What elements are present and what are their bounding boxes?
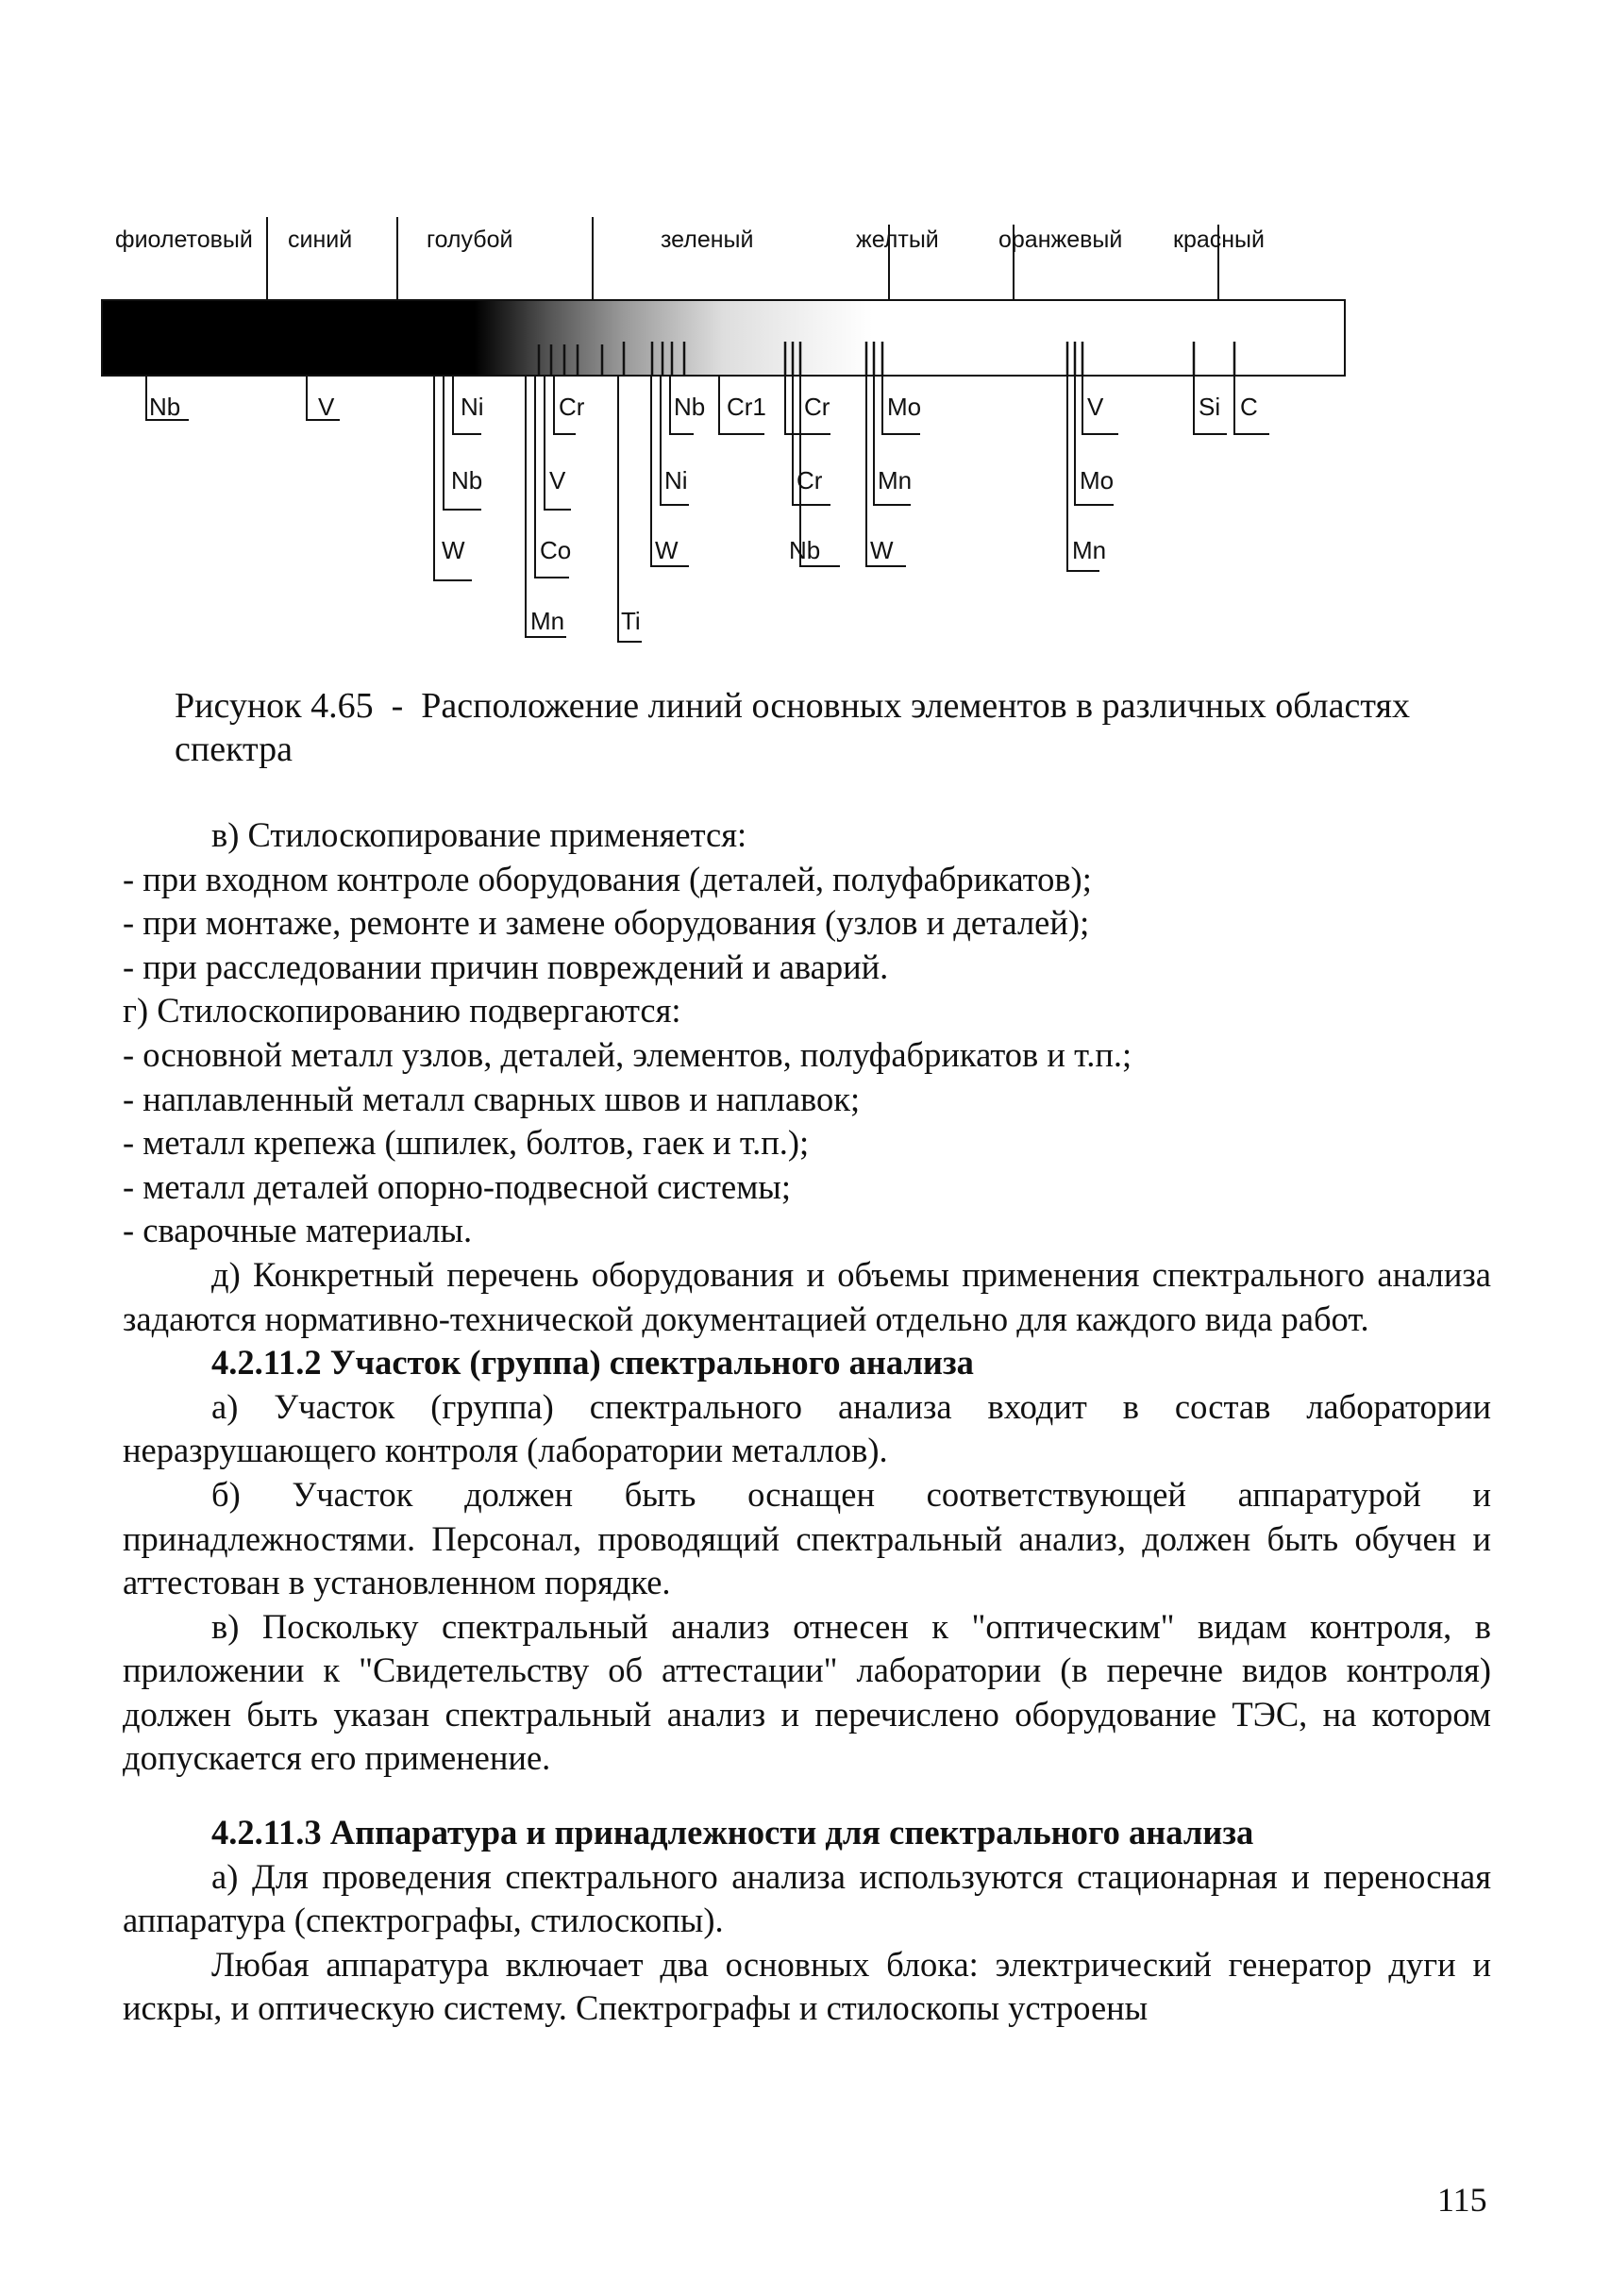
element-label: W xyxy=(870,536,894,564)
color-label-red: красный xyxy=(1173,226,1265,253)
list-item: - сварочные материалы. xyxy=(123,1211,473,1250)
list-item: - основной металл узлов, деталей, элементов, полуфабрикатов и т.п.; xyxy=(123,1034,1132,1074)
element-label: Co xyxy=(540,536,572,564)
element-label: Mn xyxy=(530,607,565,635)
element-label: Mo xyxy=(887,393,922,421)
element-label: W xyxy=(442,536,465,564)
list-item: - наплавленный металл сварных швов и наплавок; xyxy=(123,1079,861,1118)
color-label-light-blue: голубой xyxy=(427,226,513,253)
caption-text: Расположение линий основных элементов в различных областях спектра xyxy=(175,686,1410,769)
element-label: Mn xyxy=(1072,536,1107,564)
paragraph: Любая аппаратура включает два основных блока: электрический генератор дуги и искры, и оптическую систему. Спектрографы и стилоскопы устроены xyxy=(123,1944,1491,2028)
heading-4-2-11-3: 4.2.11.3 Аппаратура и принадлежности для спектрального анализа xyxy=(211,1813,1254,1852)
caption-label: Рисунок 4.65 xyxy=(175,686,374,726)
heading-4-2-11-2: 4.2.11.2 Участок (группа) спектрального анализа xyxy=(211,1343,974,1383)
paragraph: а) Для проведения спектрального анализа используются стационарная и переносная аппаратура (спектрографы, стилоскопы). xyxy=(123,1856,1491,1940)
element-label: Nb xyxy=(789,536,821,564)
element-label: Nb xyxy=(674,393,706,421)
element-label: Cr1 xyxy=(727,393,766,421)
paragraph: а) Участок (группа) спектрального анализа входит в состав лаборатории неразрушающего контроля (лаборатории металлов). xyxy=(123,1386,1491,1470)
paragraph: б) Участок должен быть оснащен соответствующей аппаратурой и принадлежностями. Персонал, проводящий спектральный анализ, должен быть обучен и аттестован в установленном порядке. xyxy=(123,1474,1491,1602)
element-label: Ni xyxy=(664,466,688,494)
element-label: Cr xyxy=(797,466,823,494)
color-label-orange: оранжевый xyxy=(998,226,1123,253)
element-label: Ti xyxy=(621,607,641,635)
list-item: - при монтаже, ремонте и замене оборудования (узлов и деталей); xyxy=(123,903,1090,943)
list-item: - металл крепежа (шпилек, болтов, гаек и т.п.); xyxy=(123,1123,810,1163)
page-number: 115 xyxy=(1437,2181,1487,2219)
element-label: C xyxy=(1240,393,1258,421)
element-label: Mo xyxy=(1080,466,1115,494)
section-v-intro: в) Стилоскопирование применяется: xyxy=(211,815,747,854)
element-label: Si xyxy=(1199,393,1221,421)
caption-dash: - xyxy=(382,686,412,726)
color-label-blue: синий xyxy=(288,226,353,253)
figure-caption xyxy=(175,684,1491,771)
color-label-violet: фиолетовый xyxy=(115,226,253,253)
element-label: W xyxy=(655,536,679,564)
element-label: V xyxy=(318,393,335,421)
section-d-paragraph: д) Конкретный перечень оборудования и объемы применения спектрального анализа задаются нормативно-технической документацией отдельно для каждого вида работ. xyxy=(123,1254,1491,1338)
color-label-green: зеленый xyxy=(661,226,754,253)
section-gap xyxy=(123,1781,1491,1811)
paragraph: в) Поскольку спектральный анализ отнесен к "оптическим" видам контроля, в приложении к "Свидетельству об аттестации" лаборатории (в перечне видов контроля) должен быть указан спектральный анализ и перечислено оборудование ТЭС, на котором допускается его применение. xyxy=(123,1606,1491,1778)
element-label: Ni xyxy=(461,393,484,421)
list-item: - при расследовании причин повреждений и аварий. xyxy=(123,947,889,986)
color-label-yellow: желтый xyxy=(856,226,939,253)
list-item: - при входном контроле оборудования (деталей, полуфабрикатов); xyxy=(123,859,1092,898)
spectrum-figure xyxy=(0,0,1610,661)
element-label: V xyxy=(1087,393,1104,421)
body-text xyxy=(123,813,1491,2031)
element-label: Cr xyxy=(559,393,585,421)
element-label: V xyxy=(549,466,566,494)
section-g-intro: г) Стилоскопированию подвергаются: xyxy=(123,991,681,1031)
element-label: Nb xyxy=(149,393,181,421)
spectrum-band xyxy=(102,300,1345,376)
element-label: Mn xyxy=(878,466,913,494)
list-item: - металл деталей опорно-подвесной системы; xyxy=(123,1166,791,1206)
element-label: Nb xyxy=(451,466,483,494)
element-label: Cr xyxy=(804,393,830,421)
